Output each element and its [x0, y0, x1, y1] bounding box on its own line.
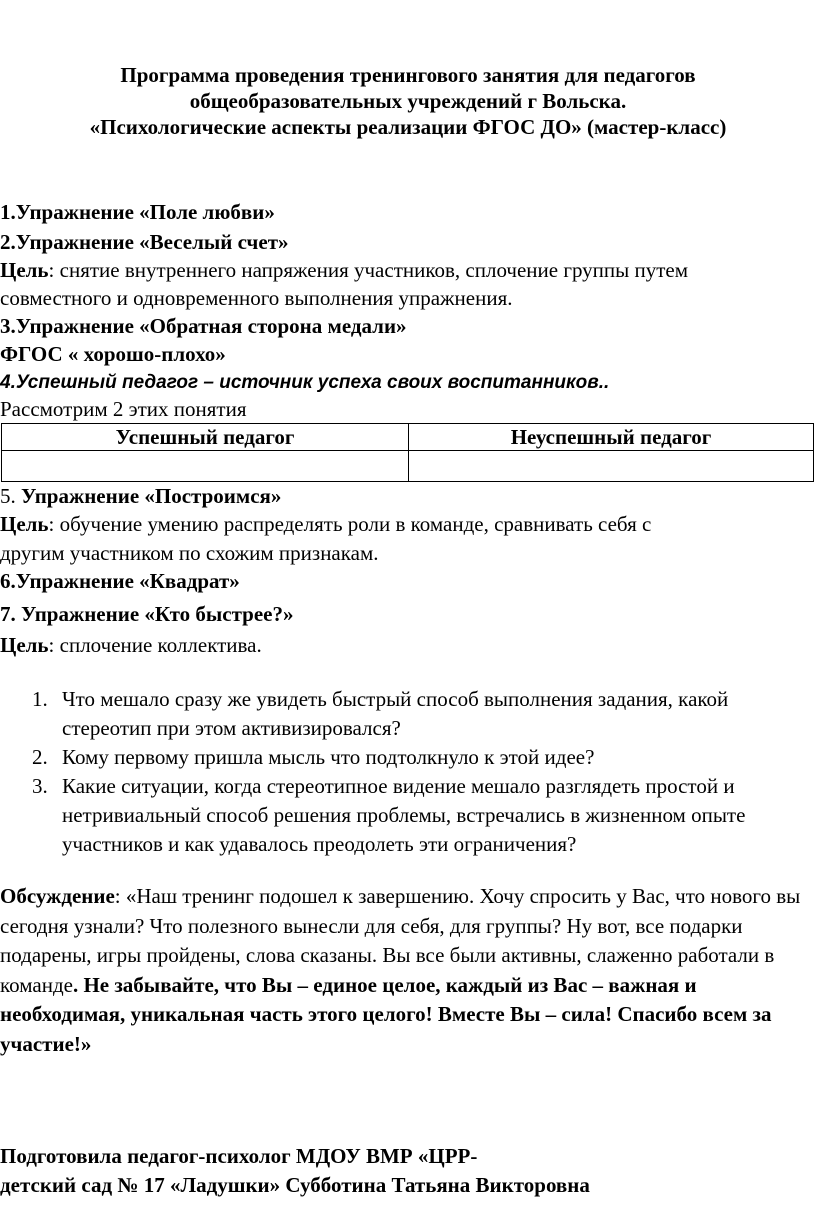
document-title: [0, 62, 816, 140]
footer-line-1: Подготовила педагог-психолог МДОУ ВМР «ЦРР-: [0, 1144, 478, 1168]
list-item: [0, 685, 816, 743]
fgos-heading: ФГОС « хорошо-плохо»: [0, 342, 226, 366]
list-item-text: Кому первому пришла мысль что подтолкнуло к этой идее?: [62, 745, 595, 769]
exercise-6-heading: 6.Упражнение «Квадрат»: [0, 569, 240, 593]
table-header-unsuccessful: Неуспешный педагог: [409, 424, 814, 451]
discussion-bold-text: . Не забывайте, что Вы – единое целое, каждый из Вас – важная и необходимая, уникальная часть этого целого! Вместе Вы – сила! Спасибо всем за участие!»: [0, 972, 772, 1056]
discussion-text: : «Наш тренинг подошел к завершению. Хочу спросить у Вас, что нового вы сегодня узнали? Что полезного вынесли для себя, для группы? Ну вот, все подарки подарены, игры пройдены, слова сказаны. Вы все были активны, слаженно работали в команде: [0, 884, 801, 997]
list-item-number: 3.: [32, 774, 48, 798]
exercise-4-subtext: Рассмотрим 2 этих понятия: [0, 397, 247, 421]
author-footer: [0, 1142, 590, 1200]
goal-text: : сплочение коллектива.: [48, 633, 262, 657]
goal-label: Цель: [0, 633, 49, 657]
goal-label: Цель: [0, 512, 49, 536]
goal-text: : снятие внутреннего напряжения участников, сплочение группы путем: [48, 258, 689, 282]
list-item-text: Какие ситуации, когда стереотипное видение мешало разглядеть простой и нетривиальный способ решения проблемы, встречались в жизненном опыте участников и как удавалось преодолеть эти ограничения?: [62, 774, 746, 856]
exercise-3-heading: 3.Упражнение «Обратная сторона медали»: [0, 314, 407, 338]
list-item-number: 2.: [32, 745, 48, 769]
footer-line-2: детский сад № 17 «Ладушки» Субботина Татьяна Викторовна: [0, 1173, 590, 1197]
exercise-5-goal-line-2: другим участником по схожим признакам.: [0, 541, 379, 565]
list-item: [0, 772, 816, 859]
list-item-number: 1.: [32, 687, 48, 711]
goal-label: Цель: [0, 258, 49, 282]
exercise-5-number: 5.: [0, 484, 21, 508]
comparison-table: [1, 423, 814, 482]
exercise-5-title: Упражнение «Построимся»: [21, 484, 282, 508]
exercise-2-heading: 2.Упражнение «Веселый счет»: [0, 230, 289, 254]
list-item-text: Что мешало сразу же увидеть быстрый способ выполнения задания, какой стереотип при этом активизировался?: [62, 687, 729, 740]
question-list: [0, 685, 816, 859]
exercise-7-heading: 7. Упражнение «Кто быстрее?»: [0, 602, 294, 626]
table-header-row: [2, 424, 814, 451]
table-cell-empty: [2, 451, 409, 482]
exercise-5-heading: [0, 483, 281, 509]
title-line-1: Программа проведения тренингового занятия для педагогов: [120, 63, 696, 87]
discussion-label: Обсуждение: [0, 884, 115, 908]
list-item: [0, 743, 816, 772]
title-line-3: «Психологические аспекты реализации ФГОС ДО» (мастер-класс): [89, 115, 727, 139]
exercise-5-goal-line-1: [0, 511, 651, 537]
exercise-2-goal-line-1: [0, 257, 688, 283]
table-header-successful: Успешный педагог: [2, 424, 409, 451]
exercise-4-heading: 4.Успешный педагог – источник успеха своих воспитанников..: [0, 372, 610, 393]
goal-text: : обучение умению распределять роли в команде, сравнивать себя с: [48, 512, 652, 536]
title-line-2: общеобразовательных учреждений г Вольска.: [189, 89, 627, 113]
table-cell-empty: [409, 451, 814, 482]
discussion-paragraph: [0, 882, 814, 1059]
exercise-2-goal-line-2: совместного и одновременного выполнения упражнения.: [0, 286, 513, 310]
table-row: [2, 451, 814, 482]
exercise-1-heading: 1.Упражнение «Поле любви»: [0, 200, 275, 224]
exercise-7-goal: [0, 632, 262, 658]
